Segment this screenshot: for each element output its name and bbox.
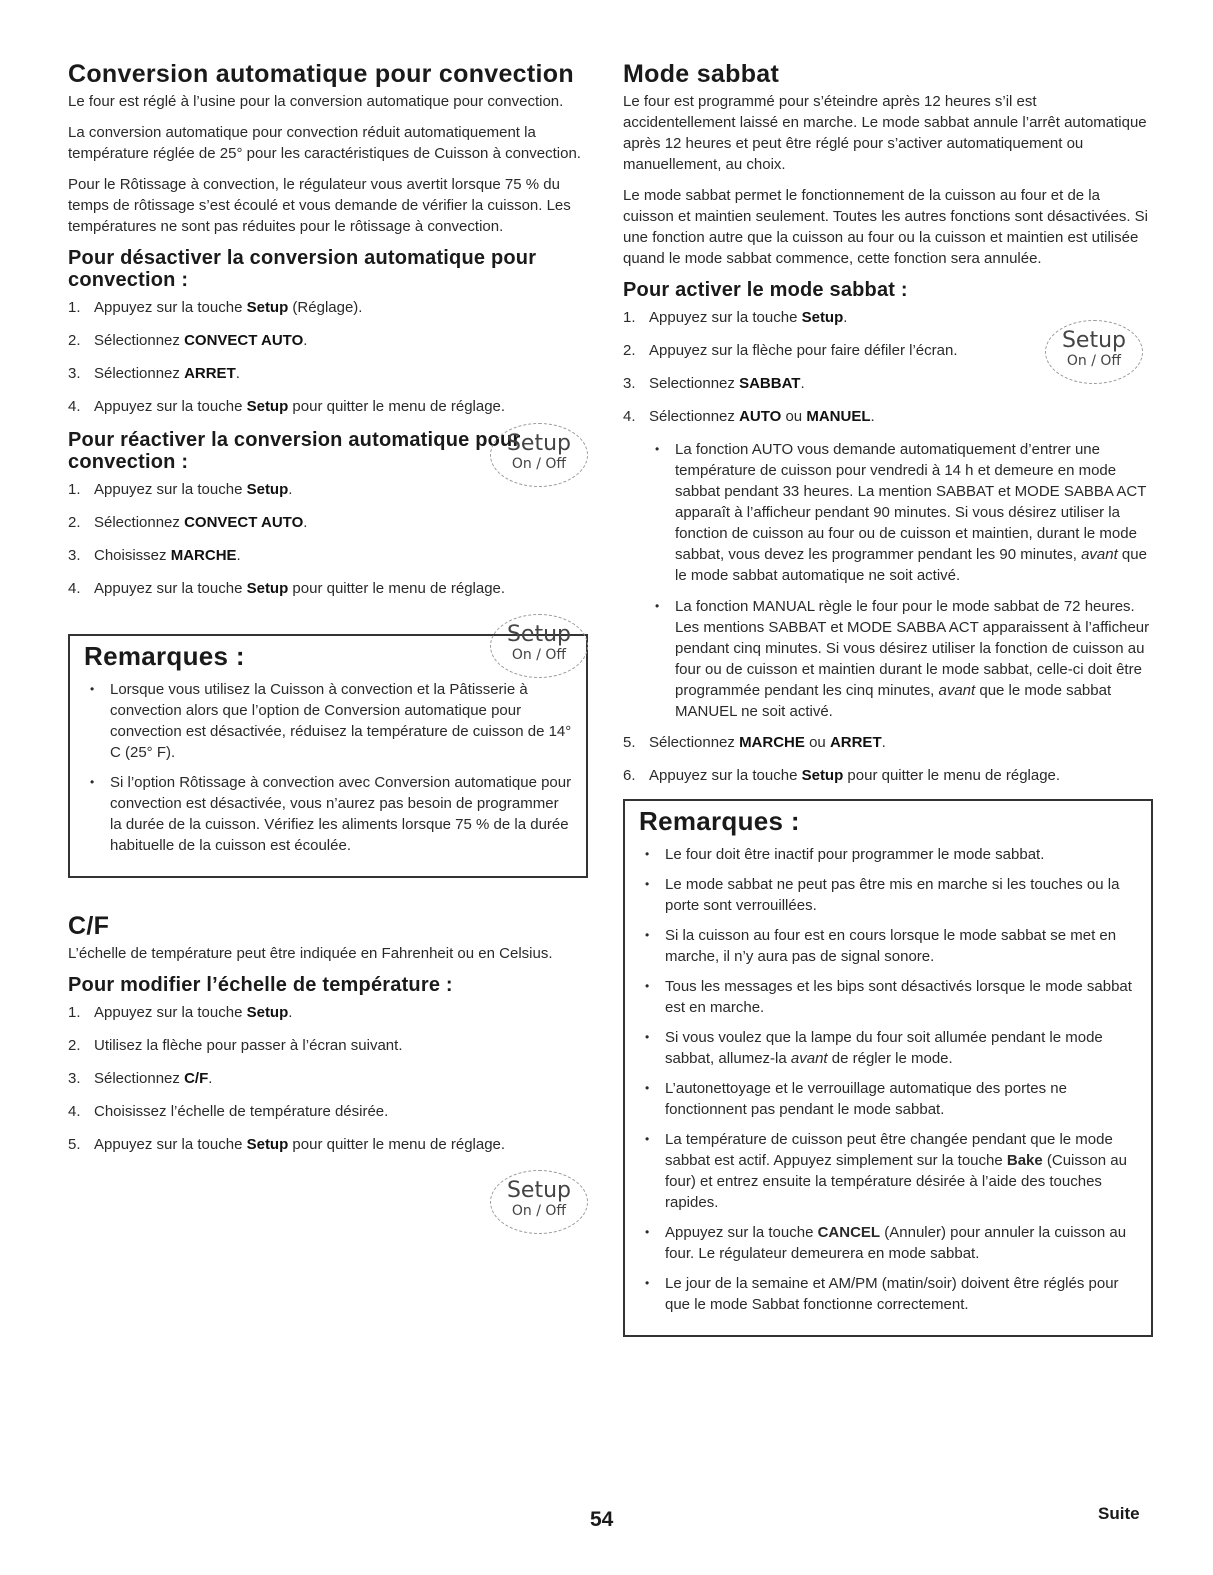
step-text: . <box>303 332 308 349</box>
remarks-list <box>639 844 1137 1315</box>
deactivate-step <box>68 396 588 418</box>
remarks-title: Remarques : <box>84 641 245 671</box>
remark-text: Le jour de la semaine et AM/PM (matin/soir) doivent être réglés pour que le mode Sabbat fonctionne correctement. <box>665 1275 1119 1313</box>
option-emphasis: avant <box>1081 546 1118 563</box>
setup-key-label: Setup <box>506 431 572 456</box>
step-number: 1. <box>68 299 81 316</box>
step-number: 5. <box>68 1136 81 1153</box>
step-text: Sélectionnez <box>649 408 740 425</box>
option-text: La fonction AUTO vous demande automatiquement d’entrer une température de cuisson pour vendredi à 14 h et demeure en mode sabbat pendant 33 heures. La mention SABBAT et MODE SABBA ACT apparaît à l’afficheur pendant 90 minutes. Si vous désirez utiliser la fonction de cuisson au four ou de cuisson et maintien, durant le mode sabbat, vous devez les programmer pendant les 90 minutes, <box>675 441 1147 563</box>
setup-key-sublabel: On / Off <box>1066 353 1122 369</box>
remark-text: L’autonettoyage et le verrouillage automatique des portes ne fonctionnent pas pendant le mode sabbat. <box>665 1080 1067 1118</box>
remark-item <box>639 1078 1137 1120</box>
option-text: La fonction MANUAL règle le four pour le mode sabbat de 72 heures. Les mentions SABBAT et MODE SABBA ACT apparaissent à l’afficheur pendant cinq minutes. Si vous désirez utiliser la fonction de cuisson au four ou de cuisson et maintien durant le mode sabbat, celle-ci doit être programmée pendant les cinq minutes, <box>675 598 1150 699</box>
remark-emphasis: avant <box>790 1050 828 1067</box>
step-number: 4. <box>623 408 636 425</box>
step-key: Setup <box>246 299 289 316</box>
step-key: ARRET <box>829 734 882 751</box>
remark-text: (Cuisson au four) et entrez ensuite la température désirée à l’aide des touches rapides. <box>665 1152 1127 1211</box>
remark-text: Tous les messages et les bips sont désactivés lorsque le mode sabbat est en marche. <box>665 978 1132 1016</box>
step-text: . <box>288 481 293 498</box>
step-text: Appuyez sur la touche <box>94 1004 247 1021</box>
remark-text: Le four doit être inactif pour programmer le mode sabbat. <box>665 846 1045 863</box>
step-key: SABBAT <box>739 375 801 392</box>
step-text: Selectionnez <box>649 375 740 392</box>
sabbath-option-auto <box>649 439 1153 586</box>
remark-item <box>639 844 1137 865</box>
step-text: Appuyez sur la touche <box>94 580 247 597</box>
step-text: Appuyez sur la touche <box>94 1136 247 1153</box>
remarks-list <box>84 679 572 856</box>
step-number: 4. <box>68 580 81 597</box>
remark-text: (Annuler) pour annuler la cuisson au four. Le régulateur demeurera en mode sabbat. <box>665 1224 1127 1262</box>
step-key: MARCHE <box>170 547 237 564</box>
reactivate-steps <box>68 479 588 600</box>
step-text: (Réglage). <box>288 299 363 316</box>
step-text: Choisissez l’échelle de température désirée. <box>94 1103 389 1120</box>
activate-step <box>623 732 1153 754</box>
activate-step <box>623 406 1153 428</box>
step-text: Appuyez sur la touche <box>94 398 247 415</box>
step-text: . <box>800 375 805 392</box>
step-text: . <box>843 309 848 326</box>
step-key: Setup <box>246 481 289 498</box>
remark-text: Si la cuisson au four est en cours lorsque le mode sabbat se met en marche, il n’y aura pas de signal sonore. <box>665 927 1117 965</box>
reactivate-title: Pour réactiver la conversion automatique pour convection : <box>68 429 521 473</box>
step-text: Sélectionnez <box>94 332 185 349</box>
step-text: . <box>235 365 240 382</box>
setup-key-icon <box>490 1170 588 1234</box>
remark-item <box>639 1273 1137 1315</box>
step-key: Setup <box>801 309 844 326</box>
auto-conversion-para-1: Le four est réglé à l’usine pour la conversion automatique pour convection. <box>68 93 564 110</box>
remark-text: Le mode sabbat ne peut pas être mis en marche si les touches ou la porte sont verrouillées. <box>665 876 1120 914</box>
step-text: . <box>208 1070 213 1087</box>
cf-subtitle: Pour modifier l’échelle de température : <box>68 974 453 996</box>
step-text: Sélectionnez <box>94 1070 185 1087</box>
cf-title: C/F <box>68 912 110 940</box>
step-number: 4. <box>68 398 81 415</box>
step-text: Choisissez <box>94 547 171 564</box>
step-key: Setup <box>246 398 289 415</box>
step-text: pour quitter le menu de réglage. <box>288 580 506 597</box>
step-text: Appuyez sur la flèche pour faire défiler l’écran. <box>649 342 958 359</box>
page-number: 54 <box>590 1508 614 1531</box>
step-key: MANUEL <box>806 408 871 425</box>
step-text: pour quitter le menu de réglage. <box>288 1136 506 1153</box>
activate-step <box>623 765 1153 787</box>
cf-step <box>68 1134 588 1156</box>
step-key: AUTO <box>739 408 782 425</box>
step-number: 3. <box>68 547 81 564</box>
option-emphasis: avant <box>938 682 976 699</box>
remark-key: Bake <box>1006 1152 1043 1169</box>
cf-step <box>68 1068 588 1090</box>
step-number: 2. <box>68 1037 81 1054</box>
step-text: Sélectionnez <box>94 365 185 382</box>
remark-item <box>639 1129 1137 1213</box>
step-text: ou <box>781 408 807 425</box>
setup-key-label: Setup <box>1061 328 1127 353</box>
reactivate-step <box>68 578 588 600</box>
option-text: que le mode sabbat MANUEL ne soit activé. <box>675 682 1112 720</box>
activate-steps-continued <box>623 732 1153 787</box>
step-key: CONVECT AUTO <box>184 514 304 531</box>
remark-text: La température de cuisson peut être changée pendant que le mode sabbat est actif. Appuyez simplement sur la touche <box>665 1131 1113 1169</box>
step-key: Setup <box>801 767 844 784</box>
setup-key-icon <box>490 423 588 487</box>
step-key: C/F <box>184 1070 209 1087</box>
remarks-title: Remarques : <box>639 806 800 836</box>
deactivate-step <box>68 330 588 352</box>
remark-text: Si vous voulez que la lampe du four soit allumée pendant le mode sabbat, allumez-la <box>665 1029 1103 1067</box>
remark-item <box>639 1027 1137 1069</box>
setup-key-icon <box>1045 320 1143 384</box>
step-number: 3. <box>68 365 81 382</box>
option-text: que le mode sabbat automatique ne soit activé. <box>675 546 1147 584</box>
cf-step <box>68 1002 588 1024</box>
setup-key-label: Setup <box>506 622 572 647</box>
setup-key-label: Setup <box>506 1178 572 1203</box>
step-text: Appuyez sur la touche <box>649 309 802 326</box>
cf-paragraph: L’échelle de température peut être indiquée en Fahrenheit ou en Celsius. <box>68 945 553 962</box>
setup-key-sublabel: On / Off <box>511 1203 567 1219</box>
remark-key: CANCEL <box>817 1224 881 1241</box>
remark-item <box>639 976 1137 1018</box>
continued-label: Suite <box>1098 1504 1140 1523</box>
remark-item <box>639 1222 1137 1264</box>
step-key: Setup <box>246 1004 289 1021</box>
step-number: 2. <box>68 332 81 349</box>
deactivate-title: Pour désactiver la conversion automatique pour convection : <box>68 247 537 291</box>
step-key: MARCHE <box>739 734 805 751</box>
step-number: 2. <box>68 514 81 531</box>
step-number: 6. <box>623 767 636 784</box>
remark-item <box>639 874 1137 916</box>
step-number: 1. <box>68 481 81 498</box>
remark-item: • Lorsque vous utilisez la Cuisson à convection et la Pâtisserie à convection alors que l’option de Conversion automatique pour convection est désactivée, réduisez la température de cuisson de 14° C (25° F). <box>84 679 572 763</box>
left-column <box>68 62 588 1167</box>
auto-conversion-title: Conversion automatique pour convection <box>68 60 574 88</box>
remark-item <box>639 925 1137 967</box>
step-text: ou <box>804 734 830 751</box>
step-key: CONVECT AUTO <box>184 332 304 349</box>
step-text: pour quitter le menu de réglage. <box>288 398 506 415</box>
auto-conversion-para-3: Pour le Rôtissage à convection, le régulateur vous avertit lorsque 75 % du temps de rôtissage s’est écoulé et vous demande de vérifier la cuisson. Les températures ne sont pas réduites pour le rôtissage à convection. <box>68 176 571 235</box>
step-number: 2. <box>623 342 636 359</box>
step-number: 3. <box>623 375 636 392</box>
step-key: Setup <box>246 1136 289 1153</box>
sabbath-mode-options <box>649 439 1153 722</box>
right-column <box>623 62 1153 1337</box>
setup-key-sublabel: On / Off <box>511 456 567 472</box>
step-text: pour quitter le menu de réglage. <box>843 767 1061 784</box>
sabbath-title: Mode sabbat <box>623 60 780 88</box>
step-text: . <box>303 514 308 531</box>
deactivate-step <box>68 363 588 385</box>
step-text: . <box>881 734 886 751</box>
setup-key-sublabel: On / Off <box>511 647 567 663</box>
step-text: . <box>870 408 875 425</box>
step-number: 1. <box>623 309 636 326</box>
activate-title: Pour activer le mode sabbat : <box>623 279 908 301</box>
step-number: 5. <box>623 734 636 751</box>
reactivate-step <box>68 512 588 534</box>
deactivate-step <box>68 297 588 319</box>
remarks-box-right <box>623 799 1153 1337</box>
sabbath-para-2: Le mode sabbat permet le fonctionnement de la cuisson au four et de la cuisson et maintien seulement. Toutes les autres fonctions sont désactivées. Si une fonction autre que la cuisson au four ou la cuisson et maintien est utilisée quand le mode sabbat commence, cette fonction sera annulée. <box>623 187 1149 267</box>
sabbath-option-manual <box>649 596 1153 722</box>
step-number: 1. <box>68 1004 81 1021</box>
step-text: . <box>236 547 241 564</box>
sabbath-para-1: Le four est programmé pour s’éteindre après 12 heures s’il est accidentellement laissé en marche. Le mode sabbat annule l’arrêt automatique après 12 heures et peut être réglé pour s’activer automatiquement ou manuellement, au choix. <box>623 93 1147 173</box>
step-text: Appuyez sur la touche <box>649 767 802 784</box>
step-key: Setup <box>246 580 289 597</box>
step-number: 3. <box>68 1070 81 1087</box>
step-text: Sélectionnez <box>649 734 740 751</box>
remark-text: Appuyez sur la touche <box>665 1224 818 1241</box>
reactivate-step <box>68 545 588 567</box>
step-key: ARRET <box>184 365 236 382</box>
step-text: . <box>288 1004 293 1021</box>
remark-item: • Si l’option Rôtissage à convection avec Conversion automatique pour convection est désactivée, vous n’aurez pas besoin de programmer la durée de la cuisson. Vérifiez les aliments lorsque 75 % de la durée habituelle de la cuisson est écoulée. <box>84 772 572 856</box>
remark-text: de régler le mode. <box>827 1050 953 1067</box>
step-text: Sélectionnez <box>94 514 185 531</box>
cf-step <box>68 1101 588 1123</box>
step-number: 4. <box>68 1103 81 1120</box>
reactivate-step <box>68 479 588 501</box>
deactivate-steps <box>68 297 588 418</box>
cf-step <box>68 1035 588 1057</box>
step-text: Appuyez sur la touche <box>94 299 247 316</box>
setup-key-icon <box>490 614 588 678</box>
step-text: Utilisez la flèche pour passer à l’écran suivant. <box>94 1037 403 1054</box>
cf-steps <box>68 1002 588 1156</box>
auto-conversion-para-2: La conversion automatique pour convection réduit automatiquement la température réglée de 25° pour les caractéristiques de Cuisson à convection. <box>68 124 581 162</box>
step-text: Appuyez sur la touche <box>94 481 247 498</box>
